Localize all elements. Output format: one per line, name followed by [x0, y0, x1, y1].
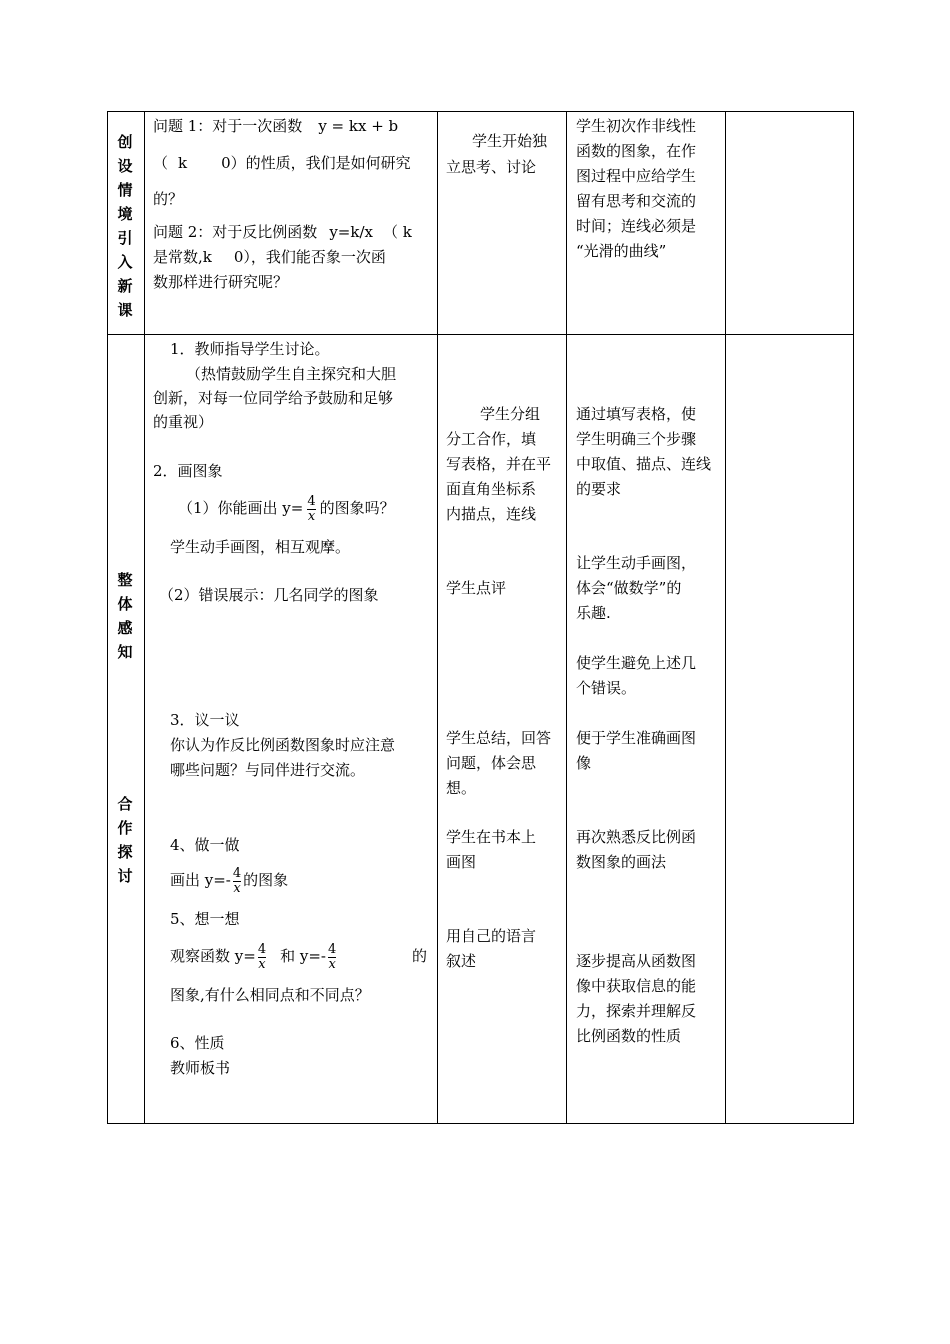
- content-line: 图象,有什么相同点和不同点？: [170, 986, 370, 1004]
- intent-line: 个错误。: [576, 679, 637, 697]
- text: 观察函数 y=: [170, 947, 256, 965]
- intent-line: 学生初次作非线性: [576, 117, 697, 135]
- column-divider: [566, 112, 567, 1123]
- intent-line: 图过程中应给学生: [576, 167, 697, 185]
- intent-line: 通过填写表格，使: [576, 405, 697, 423]
- question-1-line: [153, 151, 411, 176]
- question-1-line: [153, 114, 398, 139]
- intent-line: 时间；连线必须是: [576, 217, 697, 235]
- content-line: （2）错误展示：几名同学的图象: [159, 586, 379, 604]
- content-line: [178, 488, 395, 528]
- text: 问题 1：对于一次函数: [153, 117, 303, 135]
- content-line: 你认为作反比例函数图象时应注意: [170, 736, 396, 754]
- intent-line: 体会“做数学”的: [576, 579, 682, 597]
- fraction-denominator: x: [307, 508, 316, 524]
- fraction-numerator: 4: [232, 865, 242, 881]
- row1-student-activity: 学生开始独立思考、讨论: [446, 132, 548, 176]
- text: 问题 2：对于反比例函数: [153, 223, 318, 241]
- question-2-line: [153, 245, 386, 270]
- content-line: 6、性质: [170, 1034, 225, 1052]
- stage-char: 入: [117, 253, 133, 271]
- stage-char: 引: [117, 229, 133, 247]
- intent-line: 的要求: [576, 480, 622, 498]
- formula: 0: [221, 154, 231, 172]
- stage-char: 课: [117, 301, 133, 319]
- stage-char: 境: [117, 205, 133, 223]
- intent-line: 中取值、描点、连线: [576, 455, 712, 473]
- intent-line: 逐步提高从函数图: [576, 952, 697, 970]
- intent-line: 力，探索并理解反: [576, 1002, 697, 1020]
- stage-char: 整: [117, 571, 133, 589]
- stage-label-intro: [107, 130, 143, 322]
- fraction: [307, 495, 315, 524]
- fraction-numerator: 4: [307, 493, 316, 509]
- stage-char: 讨: [117, 867, 133, 885]
- text: 的图象吗？: [319, 499, 395, 517]
- content-line: 的重视）: [153, 413, 214, 431]
- student-line: 叙述: [446, 952, 477, 970]
- content-line-end: 的: [412, 947, 428, 965]
- stage-label-perception: [107, 568, 143, 664]
- content-line: 教师板书: [170, 1059, 231, 1077]
- content-line: 3．议一议: [170, 711, 240, 729]
- text: （1）你能画出 y=: [178, 499, 304, 517]
- stage-char: 作: [117, 819, 133, 837]
- student-line: 学生分组: [480, 405, 541, 423]
- text: （: [153, 154, 169, 172]
- intent-line: 留有思考和交流的: [576, 192, 697, 210]
- content-line: [170, 860, 288, 900]
- fraction-denominator: x: [258, 956, 266, 972]
- intent-line: 让学生动手画图，: [576, 554, 697, 572]
- intent-line: 再次熟悉反比例函: [576, 828, 697, 846]
- student-line: 分工合作，填: [446, 430, 537, 448]
- student-line: 问题，体会思: [446, 754, 537, 772]
- intent-line: “光滑的曲线”: [576, 242, 667, 260]
- stage-char: 创: [117, 133, 133, 151]
- formula: k: [178, 154, 188, 172]
- student-line: 学生总结，回答: [446, 729, 552, 747]
- stage-char: 探: [117, 843, 133, 861]
- intent-line: 函数的图象，在作: [576, 142, 697, 160]
- intent-line: 学生明确三个步骤: [576, 430, 697, 448]
- text: 画出 y=-: [170, 871, 231, 889]
- content-line: （热情鼓励学生自主探究和大胆: [186, 365, 397, 383]
- fraction: [233, 867, 241, 896]
- column-divider: [437, 112, 438, 1123]
- content-line: 哪些问题？与同伴进行交流。: [170, 761, 366, 779]
- formula: y=k/x: [329, 223, 373, 241]
- stage-char: 设: [117, 157, 133, 175]
- intent-line: 像中获取信息的能: [576, 977, 697, 995]
- question-1-line: 的？: [153, 190, 184, 208]
- content-line: 4、做一做: [170, 836, 240, 854]
- text: 是常数,k: [153, 248, 212, 266]
- content-line: 1．教师指导学生讨论。: [170, 340, 330, 358]
- student-line: 用自己的语言: [446, 927, 537, 945]
- intent-line: 乐趣.: [576, 604, 611, 622]
- question-2-line: [153, 220, 412, 245]
- formula: y = kx + b: [318, 117, 399, 135]
- column-divider: [144, 112, 145, 1123]
- fraction-numerator: 4: [257, 941, 267, 957]
- fraction-numerator: 4: [327, 941, 337, 957]
- content-line: 创新，对每一位同学给予鼓励和足够: [153, 389, 394, 407]
- stage-char: 新: [117, 277, 133, 295]
- intent-line: 使学生避免上述几: [576, 654, 697, 672]
- stage-label-cooperation: [107, 792, 143, 888]
- student-line: 学生在书本上: [446, 828, 537, 846]
- text: 和 y=-: [280, 947, 326, 965]
- fraction-denominator: x: [328, 956, 336, 972]
- intent-line: 数图象的画法: [576, 853, 667, 871]
- formula: （ k: [382, 223, 412, 241]
- row-divider: [108, 334, 853, 335]
- fraction: [258, 943, 266, 972]
- text: ）的性质，我们是如何研究: [230, 154, 411, 172]
- intent-line: 比例函数的性质: [576, 1027, 682, 1045]
- student-line: 想。: [446, 779, 477, 797]
- fraction-denominator: x: [233, 880, 241, 896]
- student-line: 写表格，并在平: [446, 455, 552, 473]
- column-divider: [725, 112, 726, 1123]
- stage-char: 知: [117, 643, 133, 661]
- formula: 0: [233, 248, 244, 266]
- content-line: 2．画图象: [153, 462, 223, 480]
- content-line: 学生动手画图，相互观摩。: [170, 538, 351, 556]
- stage-char: 感: [117, 619, 133, 637]
- student-line: 内描点，连线: [446, 505, 537, 523]
- intent-line: 便于学生准确画图: [576, 729, 697, 747]
- text: ），我们能否象一次函: [243, 248, 386, 266]
- stage-char: 合: [117, 795, 133, 813]
- intent-line: 像: [576, 754, 592, 772]
- stage-char: 情: [117, 181, 133, 199]
- content-line: 5、想一想: [170, 910, 240, 928]
- fraction: [328, 943, 336, 972]
- text: 的图象: [243, 871, 289, 889]
- stage-char: 体: [117, 595, 133, 613]
- question-2-line: 数那样进行研究呢？: [153, 273, 289, 291]
- student-line: 面直角坐标系: [446, 480, 537, 498]
- student-line: 学生点评: [446, 579, 507, 597]
- content-line: [170, 936, 338, 976]
- student-line: 画图: [446, 853, 477, 871]
